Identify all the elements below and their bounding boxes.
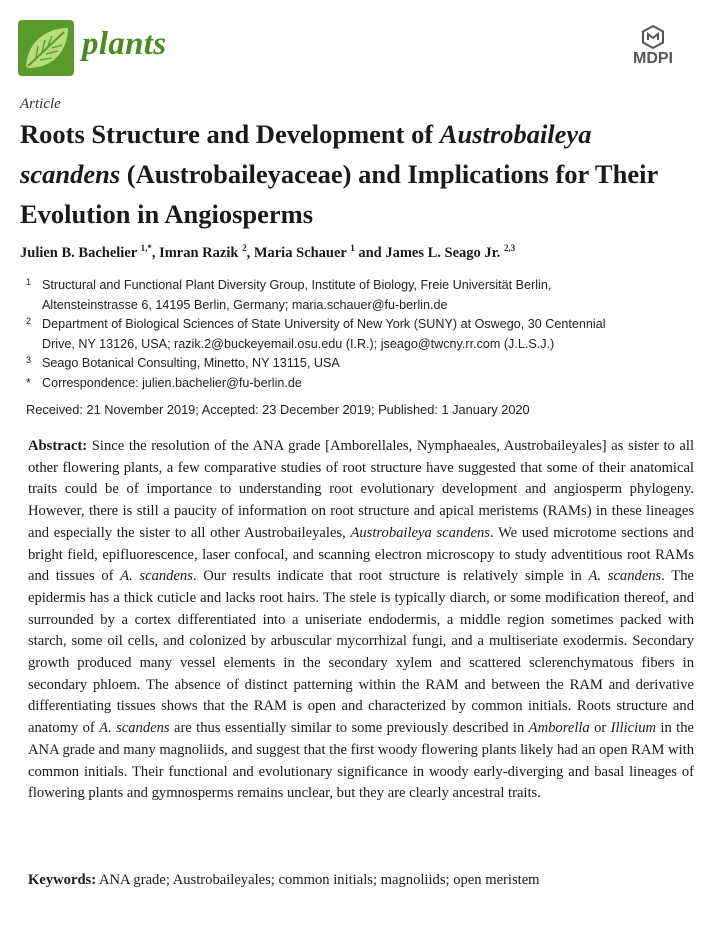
author-affiliation-marker: 1,* [140,243,152,253]
author-separator: and [354,244,386,261]
author-separator: , [151,244,160,261]
affiliation-line: Department of Biological Sciences of State University of New York (SUNY) at Oswego, 30 Centennial [42,317,606,331]
author-affiliation-marker: 2,3 [504,243,516,253]
keywords-text: ANA grade; Austrobaileyales; common initials; magnoliids; open meristem [96,872,540,888]
author-list [20,243,515,262]
abstract-segment: . We used microtome sections and bright field, epifluorescence, laser confocal, and scanning electron microscopy to study adventitious root RAMs and tissues of [28,524,694,585]
affiliation-item [26,276,706,315]
affiliations [26,276,706,393]
affiliation-item [26,354,706,374]
author-name[interactable]: Maria Schauer [253,244,347,261]
affiliation-line: Correspondence: julien.bachelier@fu-berlin.de [42,375,302,390]
leaf-logo-icon [18,20,74,76]
abstract-label: Abstract: [28,438,88,454]
affiliation-marker: 2 [26,316,32,326]
abstract-segment: . The epidermis has a thick cuticle and lacks root hairs. The stele is typically diarch, or some modification thereof, and surrounded by a cortex differentiated into a uniseriate endodermis, a middle region sometimes packed with starch, some oil cells, and colonized by arbuscular mycorrhizal fungi, and a multiseriate exodermis. Secondary growth produced many vessel elements in the secondary xylem and scattered sclerenchymatous fibers in secondary phloem. The absence of distinct patterning within the RAM and between the RAM and derivative differentiating tissues shows that the RAM is open and characterized by common initials. Roots structure and anatomy of [28,568,694,737]
article-type: Article [20,96,61,112]
publication-dates: Received: 21 November 2019; Accepted: 23 December 2019; Published: 1 January 2020 [26,402,530,417]
abstract-italic-term: Illicium [610,720,657,737]
abstract [28,436,694,805]
affiliation-item [26,374,706,394]
affiliation-line: Drive, NY 13126, USA; razik.2@buckeyemail.osu.edu (I.R.); jseago@twcny.rr.com (J.L.S.J.) [42,336,555,351]
publisher-name: MDPI [633,50,673,66]
affiliation-marker: 1 [26,277,32,287]
abstract-segment: . Our results indicate that root structure is relatively simple in [192,568,589,585]
affiliation-marker: 3 [26,355,32,365]
abstract-italic-term: Austrobaileya scandens [350,524,490,541]
abstract-italic-term: Amborella [528,720,590,737]
keywords-label: Keywords: [28,872,97,888]
author-name[interactable]: James L. Seago Jr. [385,244,501,261]
abstract-segment: or [589,720,611,737]
author-affiliation-marker: 2 [242,243,247,253]
author-name[interactable]: Julien B. Bachelier [20,244,137,261]
affiliation-item [26,315,706,354]
keywords [28,872,540,889]
journal-header [18,18,703,78]
abstract-segment: are thus essentially similar to some previously described in [169,720,529,737]
author-affiliation-marker: 1 [350,243,355,253]
article-title: Roots Structure and Development of Austrobaileya scandens (Austrobaileyaceae) and Implications for Their Evolution in Angiosperms [20,119,658,229]
affiliation-line: Seago Botanical Consulting, Minetto, NY 13115, USA [42,356,340,370]
mdpi-logo-icon [627,24,703,66]
affiliation-marker: * [26,375,31,390]
author-name[interactable]: Imran Razik [159,244,239,261]
abstract-italic-term: A. scandens [120,568,193,585]
affiliation-line: Altensteinstrasse 6, 14195 Berlin, Germany; maria.schauer@fu-berlin.de [42,297,448,312]
abstract-italic-term: A. scandens [99,720,170,737]
journal-name: plants [82,26,167,62]
abstract-text [28,438,694,801]
abstract-italic-term: A. scandens [588,568,662,585]
abstract-segment: Since the resolution of the ANA grade [Amborellales, Nymphaeales, Austrobaileyales] as sister to all other flowering plants, a few comparative studies of root structure have suggested that some of their anatomical traits could be of importance to understanding root evolutionary development and angiosperm phylogeny. However, there is still a paucity of information on root structure and apical meristems (RAMs) in these lineages and especially the sister to all other Austrobaileyales, [28,438,694,541]
affiliation-line: Structural and Functional Plant Diversity Group, Institute of Biology, Freie Universität Berlin, [42,278,552,292]
author-separator: , [246,244,254,261]
abstract-segment: in the ANA grade and many magnoliids, and suggest that the first woody flowering plants likely had an open RAM with common initials. Their functional and evolutionary significance in woody early-diverging and basal lineages of flowering plants and gymnosperms remains unclear, but they are clearly ancestral traits. [28,720,694,802]
